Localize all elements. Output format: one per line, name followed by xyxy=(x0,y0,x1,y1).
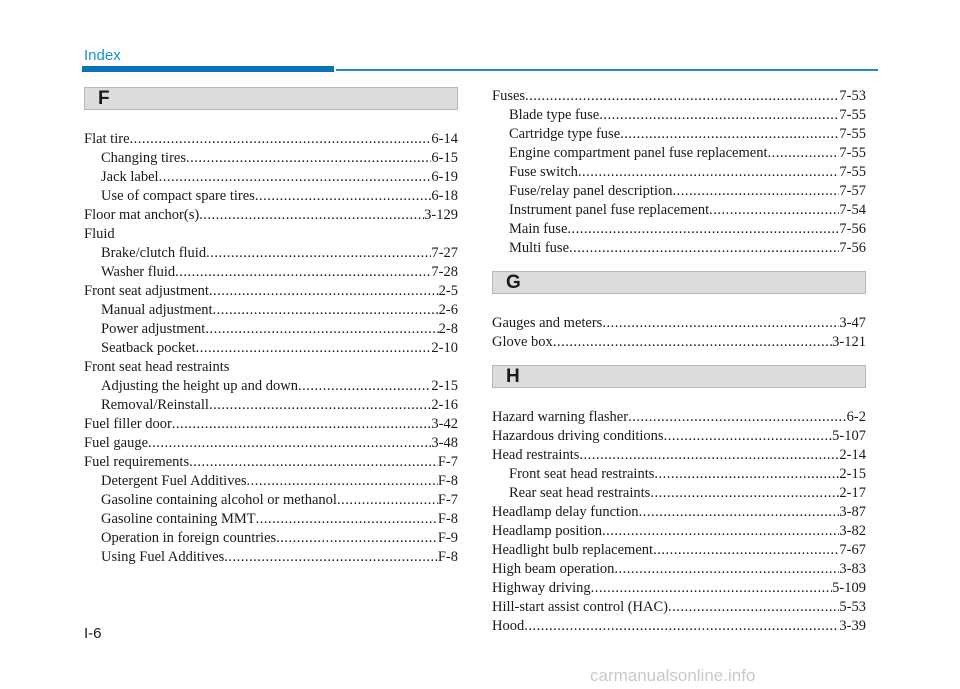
entry-label: Removal/Reinstall xyxy=(101,397,209,413)
header-accent-bar xyxy=(82,66,334,72)
index-entry xyxy=(492,87,866,106)
index-column-left xyxy=(84,87,458,567)
dot-leader xyxy=(553,333,832,352)
entry-label: Hazard warning flasher xyxy=(492,409,629,425)
entry-page-ref: 3-39 xyxy=(839,618,866,634)
dot-leader xyxy=(189,453,438,472)
dot-leader xyxy=(579,446,839,465)
index-entry xyxy=(84,434,458,453)
entry-label: Multi fuse xyxy=(509,240,570,256)
entry-page-ref: 7-67 xyxy=(839,542,866,558)
entry-label: Operation in foreign countries xyxy=(101,530,277,546)
index-entry xyxy=(492,503,866,522)
dot-leader xyxy=(591,579,832,598)
index-subentry xyxy=(84,301,458,320)
index-entry xyxy=(84,282,458,301)
entry-label: Using Fuel Additives xyxy=(101,549,225,565)
index-entry xyxy=(492,408,866,427)
dot-leader xyxy=(620,125,839,144)
index-subentry xyxy=(492,220,866,239)
entry-page-ref: F-7 xyxy=(437,492,458,508)
index-entry xyxy=(84,453,458,472)
entry-page-ref: 2-17 xyxy=(839,485,866,501)
entry-page-ref: 7-28 xyxy=(431,264,458,280)
index-entry xyxy=(492,560,866,579)
entry-label: Highway driving xyxy=(492,580,591,596)
dot-leader xyxy=(199,206,424,225)
dot-leader xyxy=(672,182,839,201)
entry-page-ref: 3-121 xyxy=(832,334,866,350)
index-entry xyxy=(492,617,866,636)
index-subentry xyxy=(492,125,866,144)
entry-page-ref: 2-14 xyxy=(839,447,866,463)
entry-page-ref: 7-57 xyxy=(839,183,866,199)
index-subentry xyxy=(84,529,458,548)
section-entries-f xyxy=(84,130,458,567)
index-subentry xyxy=(492,163,866,182)
entry-page-ref: 6-2 xyxy=(846,409,866,425)
index-subentry xyxy=(84,187,458,206)
entry-page-ref: 6-19 xyxy=(431,169,458,185)
dot-leader xyxy=(569,239,839,258)
index-entry xyxy=(492,598,866,617)
index-subentry xyxy=(84,510,458,529)
entry-page-ref: 6-14 xyxy=(431,131,458,147)
entry-page-ref: F-8 xyxy=(437,473,458,489)
dot-leader xyxy=(709,201,839,220)
dot-leader xyxy=(175,263,431,282)
index-subentry xyxy=(492,201,866,220)
section-entries-fuses xyxy=(492,87,866,258)
entry-label: Gasoline containing alcohol or methanol xyxy=(101,492,337,508)
entry-label: Hill-start assist control (HAC) xyxy=(492,599,668,615)
index-subentry xyxy=(84,491,458,510)
dot-leader xyxy=(614,560,839,579)
section-header-f: F xyxy=(84,87,458,110)
entry-label: Front seat head restraints xyxy=(84,359,230,375)
index-column-right xyxy=(492,87,866,636)
entry-page-ref: 7-55 xyxy=(839,164,866,180)
section-entries-g xyxy=(492,314,866,352)
entry-label: Cartridge type fuse xyxy=(509,126,621,142)
dot-leader xyxy=(650,484,839,503)
index-subentry xyxy=(84,396,458,415)
dot-leader xyxy=(205,320,438,339)
entry-page-ref: 2-5 xyxy=(438,283,458,299)
entry-page-ref: 5-109 xyxy=(832,580,866,596)
entry-label: Washer fluid xyxy=(101,264,176,280)
entry-label: Brake/clutch fluid xyxy=(101,245,207,261)
entry-label: Headlight bulb replacement xyxy=(492,542,654,558)
entry-label: Flat tire xyxy=(84,131,130,147)
index-entry xyxy=(492,333,866,352)
entry-page-ref: 7-27 xyxy=(431,245,458,261)
dot-leader xyxy=(664,427,833,446)
entry-label: Rear seat head restraints xyxy=(509,485,651,501)
index-subentry xyxy=(492,182,866,201)
index-subentry xyxy=(492,484,866,503)
dot-leader xyxy=(224,548,438,567)
entry-label: Fuel filler door xyxy=(84,416,172,432)
dot-leader xyxy=(653,541,839,560)
entry-page-ref: 7-55 xyxy=(839,107,866,123)
index-entry xyxy=(492,446,866,465)
entry-label: Floor mat anchor(s) xyxy=(84,207,200,223)
entry-label: Detergent Fuel Additives xyxy=(101,473,247,489)
entry-label: Adjusting the height up and down xyxy=(101,378,298,394)
index-subentry xyxy=(492,106,866,125)
entry-page-ref: 7-55 xyxy=(839,126,866,142)
entry-label: Head restraints xyxy=(492,447,580,463)
entry-page-ref: 2-10 xyxy=(431,340,458,356)
dot-leader xyxy=(255,187,432,206)
entry-label: Front seat head restraints xyxy=(509,466,655,482)
entry-label: Instrument panel fuse replacement xyxy=(509,202,710,218)
dot-leader xyxy=(206,244,431,263)
entry-label: Fuse switch xyxy=(509,164,578,180)
entry-label: Manual adjustment xyxy=(101,302,213,318)
entry-page-ref: 6-18 xyxy=(431,188,458,204)
index-subentry xyxy=(84,320,458,339)
page-header-title: Index xyxy=(84,47,121,64)
entry-page-ref: 7-55 xyxy=(839,145,866,161)
index-subentry xyxy=(492,465,866,484)
entry-page-ref: F-8 xyxy=(437,511,458,527)
entry-page-ref: 7-56 xyxy=(839,240,866,256)
entry-page-ref: 3-82 xyxy=(839,523,866,539)
dot-leader xyxy=(209,396,431,415)
entry-label: Fuel gauge xyxy=(84,435,149,451)
entry-page-ref: 2-16 xyxy=(431,397,458,413)
dot-leader xyxy=(276,529,438,548)
entry-page-ref: F-7 xyxy=(437,454,458,470)
entry-label: Hazardous driving conditions xyxy=(492,428,664,444)
entry-label: Use of compact spare tires xyxy=(101,188,255,204)
index-subentry xyxy=(84,472,458,491)
section-header-g: G xyxy=(492,271,866,294)
dot-leader xyxy=(602,314,839,333)
entry-label: Fuel requirements xyxy=(84,454,190,470)
dot-leader xyxy=(298,377,431,396)
section-header-h: H xyxy=(492,365,866,388)
entry-label: Headlamp position xyxy=(492,523,602,539)
watermark: carmanualsonline.info xyxy=(590,666,756,685)
index-subentry xyxy=(84,377,458,396)
entry-label: Headlamp delay function xyxy=(492,504,639,520)
entry-label: Changing tires xyxy=(101,150,186,166)
entry-label: Fuse/relay panel description xyxy=(509,183,673,199)
entry-label: Seatback pocket xyxy=(101,340,196,356)
entry-page-ref: 2-6 xyxy=(438,302,458,318)
entry-label: Gasoline containing MMT xyxy=(101,511,256,527)
entry-page-ref: 6-15 xyxy=(431,150,458,166)
index-subentry xyxy=(84,263,458,282)
dot-leader xyxy=(209,282,439,301)
dot-leader xyxy=(148,434,431,453)
entry-page-ref: F-9 xyxy=(437,530,458,546)
dot-leader xyxy=(172,415,432,434)
entry-page-ref: 3-87 xyxy=(839,504,866,520)
dot-leader xyxy=(628,408,847,427)
dot-leader xyxy=(524,617,839,636)
dot-leader xyxy=(599,106,839,125)
dot-leader xyxy=(159,168,432,187)
entry-label: Fluid xyxy=(84,226,115,242)
index-entry xyxy=(492,314,866,333)
entry-page-ref: 3-48 xyxy=(431,435,458,451)
entry-page-ref: 7-54 xyxy=(839,202,866,218)
index-subentry xyxy=(84,339,458,358)
index-entry xyxy=(492,579,866,598)
dot-leader xyxy=(130,130,432,149)
index-entry xyxy=(84,130,458,149)
dot-leader xyxy=(654,465,839,484)
index-subentry xyxy=(84,548,458,567)
entry-page-ref: 2-15 xyxy=(431,378,458,394)
page-number: I-6 xyxy=(84,625,102,642)
dot-leader xyxy=(337,491,438,510)
section-entries-h xyxy=(492,408,866,636)
dot-leader xyxy=(247,472,438,491)
entry-page-ref: 3-42 xyxy=(431,416,458,432)
index-subentry xyxy=(84,244,458,263)
index-subentry xyxy=(84,149,458,168)
dot-leader xyxy=(525,87,839,106)
entry-label: Hood xyxy=(492,618,525,634)
dot-leader xyxy=(767,144,839,163)
dot-leader xyxy=(602,522,839,541)
entry-page-ref: 7-56 xyxy=(839,221,866,237)
entry-label: High beam operation xyxy=(492,561,615,577)
dot-leader xyxy=(639,503,840,522)
index-entry xyxy=(84,206,458,225)
index-entry xyxy=(84,358,458,377)
index-entry xyxy=(84,415,458,434)
entry-page-ref: F-8 xyxy=(437,549,458,565)
index-entry xyxy=(84,225,458,244)
entry-page-ref: 2-8 xyxy=(438,321,458,337)
entry-page-ref: 5-107 xyxy=(832,428,866,444)
entry-page-ref: 2-15 xyxy=(839,466,866,482)
index-subentry xyxy=(492,239,866,258)
header-rule xyxy=(336,69,878,71)
entry-page-ref: 3-47 xyxy=(839,315,866,331)
entry-label: Gauges and meters xyxy=(492,315,603,331)
entry-page-ref: 3-129 xyxy=(424,207,458,223)
entry-page-ref: 5-53 xyxy=(839,599,866,615)
dot-leader xyxy=(186,149,431,168)
dot-leader xyxy=(578,163,840,182)
dot-leader xyxy=(567,220,839,239)
dot-leader xyxy=(196,339,432,358)
index-entry xyxy=(492,427,866,446)
index-entry xyxy=(492,522,866,541)
entry-label: Glove box xyxy=(492,334,553,350)
entry-page-ref: 7-53 xyxy=(839,88,866,104)
index-entry xyxy=(492,541,866,560)
entry-label: Fuses xyxy=(492,88,526,104)
index-subentry xyxy=(492,144,866,163)
index-subentry xyxy=(84,168,458,187)
dot-leader xyxy=(213,301,439,320)
entry-label: Main fuse xyxy=(509,221,568,237)
dot-leader xyxy=(256,510,438,529)
entry-label: Power adjustment xyxy=(101,321,206,337)
entry-page-ref: 3-83 xyxy=(839,561,866,577)
entry-label: Jack label xyxy=(101,169,159,185)
entry-label: Blade type fuse xyxy=(509,107,600,123)
entry-label: Engine compartment panel fuse replacement xyxy=(509,145,768,161)
entry-label: Front seat adjustment xyxy=(84,283,209,299)
dot-leader xyxy=(668,598,839,617)
